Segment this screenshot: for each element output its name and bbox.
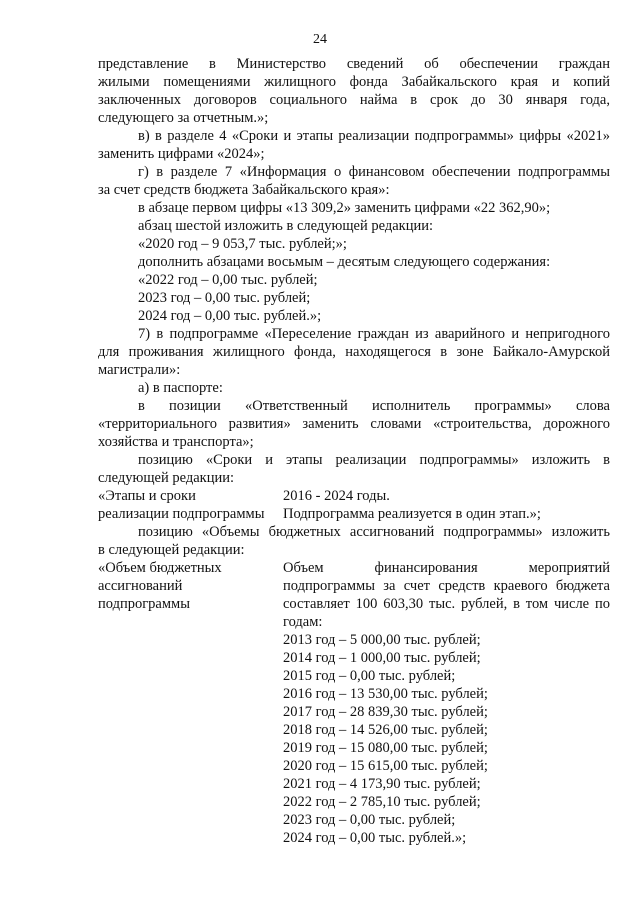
text-line: 2023 год – 0,00 тыс. рублей; [138, 290, 311, 306]
text-line: позицию «Объемы бюджетных ассигнований подпрограммы» изложить [138, 524, 610, 540]
table-value: 2015 год – 0,00 тыс. рублей; [283, 668, 456, 684]
text-line: в следующей редакции: [98, 542, 245, 558]
page-number: 24 [313, 32, 327, 47]
text-line: «территориального развития» заменить словами «строительства, дорожного [98, 416, 610, 432]
text-line: дополнить абзацами восьмым – десятым следующего содержания: [138, 254, 551, 270]
text-line: 2024 год – 0,00 тыс. рублей.»; [138, 308, 322, 324]
table-value: 2013 год – 5 000,00 тыс. рублей; [283, 632, 481, 648]
text-line: «2022 год – 0,00 тыс. рублей; [138, 272, 318, 288]
text-line: в позиции «Ответственный исполнитель программы» слова [138, 398, 610, 414]
text-line: за счет средств бюджета Забайкальского края»: [98, 182, 390, 198]
table-value: 2019 год – 15 080,00 тыс. рублей; [283, 740, 488, 756]
text-line: абзац шестой изложить в следующей редакции: [138, 218, 433, 234]
table-value: 2021 год – 4 173,90 тыс. рублей; [283, 776, 481, 792]
text-line: представление в Министерство сведений об обеспечении граждан [98, 56, 610, 72]
table-value: годам: [283, 614, 323, 630]
text-line: позицию «Сроки и этапы реализации подпрограммы» изложить в [138, 452, 610, 468]
table-value: 2016 год – 13 530,00 тыс. рублей; [283, 686, 488, 702]
text-line: для проживания жилищного фонда, находящегося в зоне Байкало-Амурской [98, 344, 610, 360]
table-label: ассигнований [98, 578, 183, 594]
table-label: подпрограммы [98, 596, 190, 612]
table-value: 2022 год – 2 785,10 тыс. рублей; [283, 794, 481, 810]
text-line: «2020 год – 9 053,7 тыс. рублей;»; [138, 236, 347, 252]
table-label: «Объем бюджетных [98, 560, 222, 576]
table-value: Подпрограмма реализуется в один этап.»; [283, 506, 541, 522]
text-line: 7) в подпрограмме «Переселение граждан из аварийного и непригодного [138, 326, 610, 342]
table-value: 2018 год – 14 526,00 тыс. рублей; [283, 722, 488, 738]
table-value: 2014 год – 1 000,00 тыс. рублей; [283, 650, 481, 666]
text-line: в) в разделе 4 «Сроки и этапы реализации подпрограммы» цифры «2021» [138, 128, 610, 144]
table-label: реализации подпрограммы [98, 506, 265, 522]
text-line: а) в паспорте: [138, 380, 223, 396]
text-line: следующего за отчетным.»; [98, 110, 269, 126]
text-line: заменить цифрами «2024»; [98, 146, 265, 162]
table-value: 2024 год – 0,00 тыс. рублей.»; [283, 830, 467, 846]
text-line: магистрали»: [98, 362, 181, 378]
table-value: Объем финансирования мероприятий [283, 560, 610, 576]
table-value: подпрограммы за счет средств краевого бюджета [283, 578, 610, 594]
table-value: 2016 - 2024 годы. [283, 488, 390, 504]
text-line: следующей редакции: [98, 470, 235, 486]
text-line: жилыми помещениями жилищного фонда Забайкальского края и копий [98, 74, 610, 90]
text-line: заключенных договоров социального найма в срок до 30 января года, [98, 92, 610, 108]
table-value: 2020 год – 15 615,00 тыс. рублей; [283, 758, 488, 774]
text-line: в абзаце первом цифры «13 309,2» заменить цифрами «22 362,90»; [138, 200, 551, 216]
text-line: г) в разделе 7 «Информация о финансовом обеспечении подпрограммы [138, 164, 610, 180]
table-value: 2017 год – 28 839,30 тыс. рублей; [283, 704, 488, 720]
table-label: «Этапы и сроки [98, 488, 196, 504]
table-value: составляет 100 603,30 тыс. рублей, в том числе по [283, 596, 610, 612]
table-value: 2023 год – 0,00 тыс. рублей; [283, 812, 456, 828]
text-line: хозяйства и транспорта»; [98, 434, 254, 450]
